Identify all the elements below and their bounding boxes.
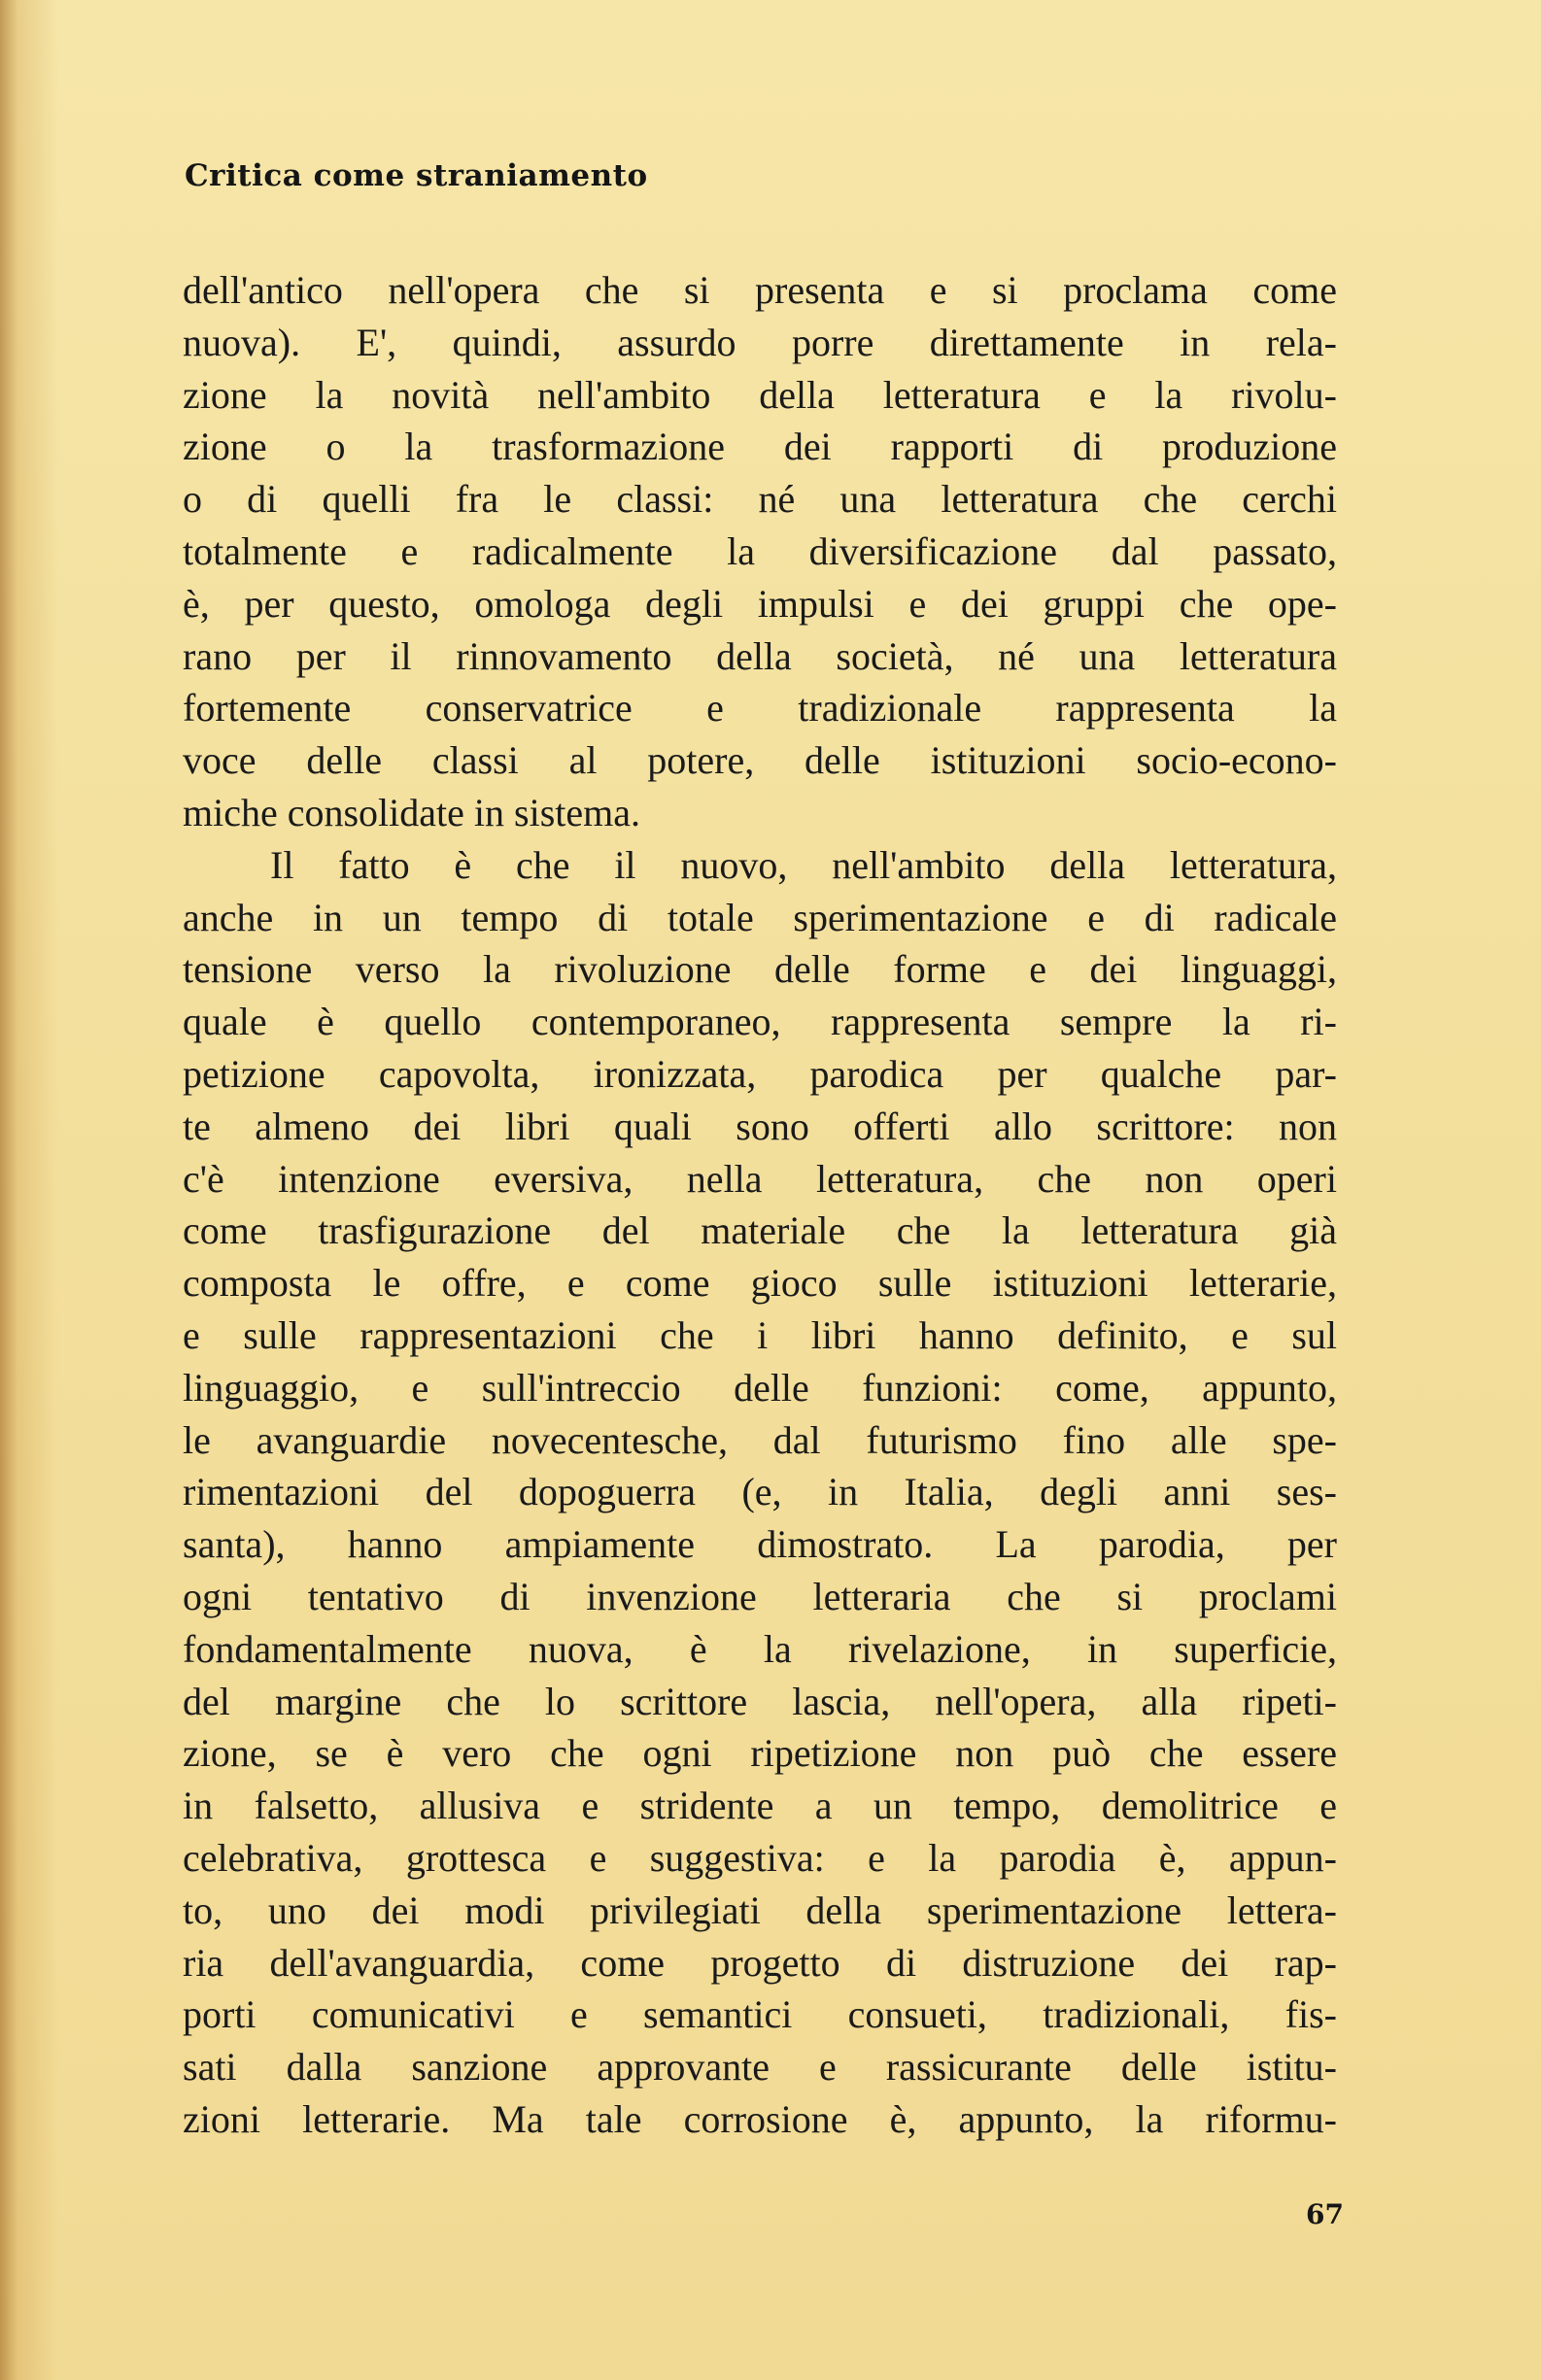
text-line: anche in un tempo di totale sperimentazione e di radicale (183, 895, 1337, 939)
text-line: rimentazioni del dopoguerra (e, in Italia, degli anni ses- (183, 1470, 1337, 1514)
text-line: miche consolidate in sistema. (183, 790, 640, 834)
text-line: nuova). E', quindi, assurdo porre direttamente in rela- (183, 320, 1337, 364)
text-line: come trasfigurazione del materiale che la letteratura già (183, 1208, 1337, 1253)
page-number: 67 (1306, 2198, 1344, 2230)
text-line: porti comunicativi e semantici consueti, tradizionali, fis- (183, 1992, 1337, 2037)
text-line: fortemente conservatrice e tradizionale rappresenta la (183, 686, 1337, 731)
paragraph-2 (183, 839, 1337, 2146)
text-line: zioni letterarie. Ma tale corrosione è, appunto, la riformu- (183, 2096, 1337, 2141)
text-line: o di quelli fra le classi: né una letteratura che cerchi (183, 477, 1337, 522)
text-line: e sulle rappresentazioni che i libri hanno definito, e sul (183, 1312, 1337, 1357)
text-line: dell'antico nell'opera che si presenta e si proclama come (183, 268, 1337, 312)
text-line: voce delle classi al potere, delle istituzioni socio-econo- (183, 738, 1337, 783)
text-line: sati dalla sanzione approvante e rassicurante delle istitu- (183, 2045, 1337, 2090)
text-line: te almeno dei libri quali sono offerti allo scrittore: non (183, 1104, 1337, 1148)
text-line: celebrativa, grottesca e suggestiva: e la parodia è, appun- (183, 1835, 1337, 1880)
text-line: è, per questo, omologa degli impulsi e dei gruppi che ope- (183, 581, 1337, 626)
text-line: c'è intenzione eversiva, nella letteratura, che non operi (183, 1156, 1337, 1201)
text-line: santa), hanno ampiamente dimostrato. La parodia, per (183, 1522, 1337, 1567)
text-line: linguaggio, e sull'intreccio delle funzioni: come, appunto, (183, 1365, 1337, 1410)
text-line: composta le offre, e come gioco sulle istituzioni letterarie, (183, 1261, 1337, 1306)
text-line: Il fatto è che il nuovo, nell'ambito della letteratura, (270, 842, 1337, 887)
text-line: totalmente e radicalmente la diversificazione dal passato, (183, 528, 1337, 573)
text-line: ogni tentativo di invenzione letteraria che si proclami (183, 1574, 1337, 1618)
text-line: del margine che lo scrittore lascia, nell'opera, alla ripeti- (183, 1679, 1337, 1723)
text-line: zione, se è vero che ogni ripetizione non può che essere (183, 1731, 1337, 1776)
text-line: zione o la trasformazione dei rapporti di produzione (183, 425, 1337, 469)
text-line: in falsetto, allusiva e stridente a un tempo, demolitrice e (183, 1784, 1337, 1828)
text-line: to, uno dei modi privilegiati della sperimentazione lettera- (183, 1887, 1337, 1932)
body-text (183, 264, 1337, 2146)
text-line: fondamentalmente nuova, è la rivelazione, in superficie, (183, 1626, 1337, 1671)
text-line: tensione verso la rivoluzione delle forme e dei linguaggi, (183, 947, 1337, 992)
text-line: quale è quello contemporaneo, rappresenta sempre la ri- (183, 1000, 1337, 1044)
text-line: le avanguardie novecentesche, dal futurismo fino alle spe- (183, 1417, 1337, 1462)
text-line: zione la novità nell'ambito della letteratura e la rivolu- (183, 372, 1337, 417)
text-line: ria dell'avanguardia, come progetto di distruzione dei rap- (183, 1940, 1337, 1985)
paragraph-1 (183, 264, 1337, 839)
text-line: petizione capovolta, ironizzata, parodica per qualche par- (183, 1051, 1337, 1096)
running-head: Critica come straniamento (185, 158, 648, 193)
text-line: rano per il rinnovamento della società, né una letteratura (183, 633, 1337, 678)
